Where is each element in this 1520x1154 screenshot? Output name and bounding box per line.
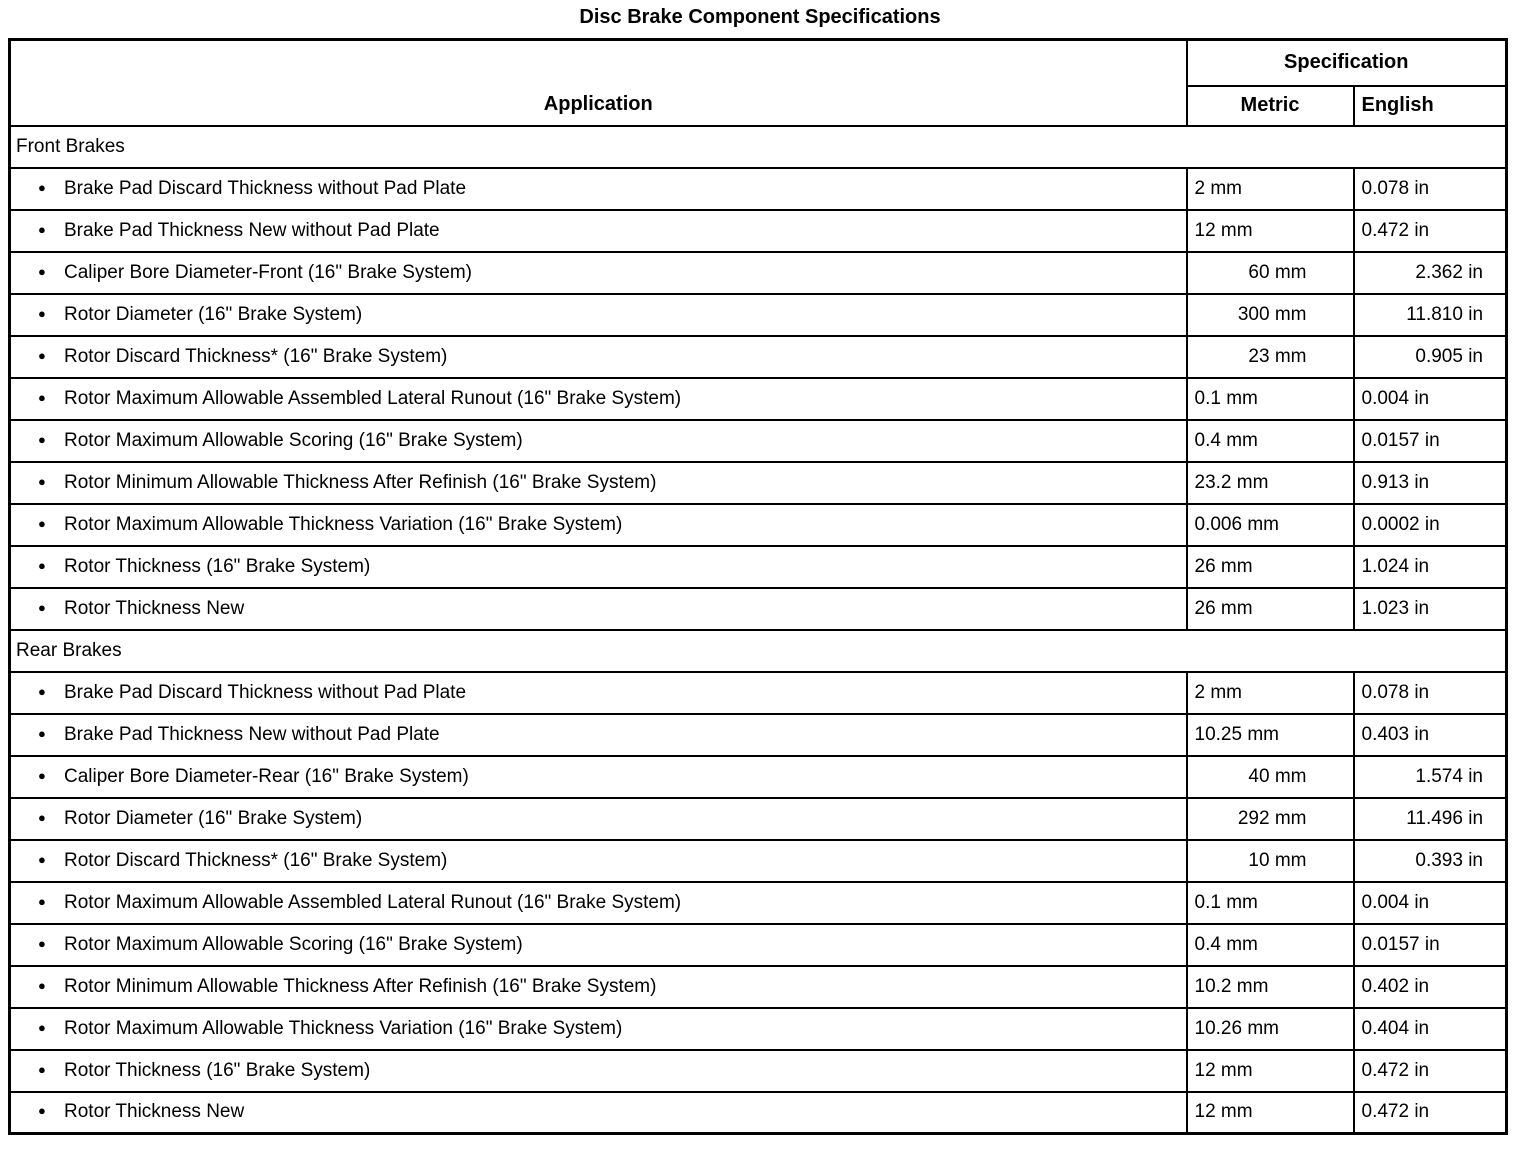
section-label: Rear Brakes (10, 630, 1507, 672)
english-value: 0.0157 in (1354, 924, 1507, 966)
header-row-specification (10, 40, 1507, 86)
table-row (10, 252, 1507, 294)
metric-value: 2 mm (1187, 672, 1354, 714)
metric-value: 0.4 mm (1187, 420, 1354, 462)
metric-value: 12 mm (1187, 210, 1354, 252)
application-label: Brake Pad Discard Thickness without Pad Plate (64, 177, 467, 199)
english-value: 1.574 in (1354, 756, 1507, 798)
application-cell (10, 672, 1187, 714)
application-label: Rotor Diameter (16" Brake System) (64, 303, 363, 325)
table-row (10, 336, 1507, 378)
application-cell (10, 210, 1187, 252)
table-row (10, 882, 1507, 924)
application-label: Rotor Thickness New (64, 1101, 245, 1123)
section-row (10, 126, 1507, 168)
application-label: Rotor Minimum Allowable Thickness After Refinish (16" Brake System) (64, 975, 657, 997)
bullet-icon: ● (38, 263, 46, 279)
bullet-icon: ● (38, 1103, 46, 1119)
metric-value: 2 mm (1187, 168, 1354, 210)
english-value: 0.004 in (1354, 882, 1507, 924)
table-row (10, 672, 1507, 714)
metric-value: 10.2 mm (1187, 966, 1354, 1008)
bullet-icon: ● (38, 893, 46, 909)
application-label: Brake Pad Thickness New without Pad Plate (64, 723, 440, 745)
english-value: 0.078 in (1354, 672, 1507, 714)
bullet-icon: ● (38, 557, 46, 573)
english-value: 0.403 in (1354, 714, 1507, 756)
application-cell (10, 504, 1187, 546)
application-label: Rotor Thickness New (64, 597, 245, 619)
bullet-icon: ● (38, 305, 46, 321)
table-row (10, 168, 1507, 210)
bullet-icon: ● (38, 935, 46, 951)
application-cell (10, 924, 1187, 966)
table-row (10, 546, 1507, 588)
application-label: Rotor Diameter (16" Brake System) (64, 807, 363, 829)
application-cell (10, 294, 1187, 336)
english-value: 11.496 in (1354, 798, 1507, 840)
application-label: Rotor Maximum Allowable Scoring (16" Brake System) (64, 429, 523, 451)
bullet-icon: ● (38, 515, 46, 531)
metric-value: 12 mm (1187, 1092, 1354, 1134)
table-row (10, 756, 1507, 798)
table-row (10, 714, 1507, 756)
metric-value: 10.25 mm (1187, 714, 1354, 756)
english-value: 1.023 in (1354, 588, 1507, 630)
application-cell (10, 462, 1187, 504)
application-cell (10, 336, 1187, 378)
metric-value: 10.26 mm (1187, 1008, 1354, 1050)
english-value: 2.362 in (1354, 252, 1507, 294)
bullet-icon: ● (38, 683, 46, 699)
page-title: Disc Brake Component Specifications (579, 6, 941, 28)
application-cell (10, 378, 1187, 420)
metric-value: 300 mm (1187, 294, 1354, 336)
bullet-icon: ● (38, 977, 46, 993)
english-value: 11.810 in (1354, 294, 1507, 336)
table-row (10, 1008, 1507, 1050)
english-value: 0.404 in (1354, 1008, 1507, 1050)
bullet-icon: ● (38, 767, 46, 783)
application-cell (10, 588, 1187, 630)
application-label: Caliper Bore Diameter-Rear (16" Brake System) (64, 765, 469, 787)
table-row (10, 378, 1507, 420)
metric-value: 292 mm (1187, 798, 1354, 840)
bullet-icon: ● (38, 221, 46, 237)
application-label: Rotor Minimum Allowable Thickness After Refinish (16" Brake System) (64, 471, 657, 493)
application-cell (10, 756, 1187, 798)
application-cell (10, 798, 1187, 840)
metric-value: 23 mm (1187, 336, 1354, 378)
bullet-icon: ● (38, 725, 46, 741)
application-cell (10, 714, 1187, 756)
table-row (10, 798, 1507, 840)
application-cell (10, 252, 1187, 294)
metric-value: 10 mm (1187, 840, 1354, 882)
application-label: Rotor Discard Thickness* (16" Brake System) (64, 345, 448, 367)
table-row (10, 588, 1507, 630)
application-label: Rotor Maximum Allowable Assembled Lateral Runout (16" Brake System) (64, 891, 682, 913)
metric-value: 12 mm (1187, 1050, 1354, 1092)
application-label: Rotor Maximum Allowable Thickness Variation (16" Brake System) (64, 513, 623, 535)
english-value: 0.004 in (1354, 378, 1507, 420)
application-cell (10, 1092, 1187, 1134)
english-value: 0.402 in (1354, 966, 1507, 1008)
english-value: 0.472 in (1354, 1050, 1507, 1092)
application-label: Rotor Maximum Allowable Thickness Variation (16" Brake System) (64, 1017, 623, 1039)
metric-value: 26 mm (1187, 546, 1354, 588)
spec-table-head (10, 40, 1507, 126)
table-row (10, 504, 1507, 546)
application-cell (10, 1050, 1187, 1092)
metric-value: 23.2 mm (1187, 462, 1354, 504)
english-value: 0.472 in (1354, 210, 1507, 252)
metric-value: 0.006 mm (1187, 504, 1354, 546)
metric-value: 26 mm (1187, 588, 1354, 630)
application-cell (10, 420, 1187, 462)
application-label: Rotor Discard Thickness* (16" Brake System) (64, 849, 448, 871)
metric-value: 0.1 mm (1187, 378, 1354, 420)
metric-value: 0.1 mm (1187, 882, 1354, 924)
bullet-icon: ● (38, 473, 46, 489)
application-label: Brake Pad Discard Thickness without Pad Plate (64, 681, 467, 703)
spec-table-body (10, 126, 1507, 1134)
table-row (10, 840, 1507, 882)
application-label: Rotor Maximum Allowable Scoring (16" Brake System) (64, 933, 523, 955)
application-cell (10, 546, 1187, 588)
table-row (10, 1050, 1507, 1092)
application-cell (10, 168, 1187, 210)
bullet-icon: ● (38, 851, 46, 867)
english-value: 0.078 in (1354, 168, 1507, 210)
application-cell (10, 882, 1187, 924)
column-header-english: English (1354, 86, 1507, 126)
english-value: 0.905 in (1354, 336, 1507, 378)
table-row (10, 924, 1507, 966)
bullet-icon: ● (38, 179, 46, 195)
english-value: 0.913 in (1354, 462, 1507, 504)
spec-table (8, 38, 1508, 1135)
bullet-icon: ● (38, 599, 46, 615)
application-label: Rotor Maximum Allowable Assembled Lateral Runout (16" Brake System) (64, 387, 682, 409)
table-row (10, 462, 1507, 504)
column-header-application: Application (10, 40, 1187, 126)
table-row (10, 210, 1507, 252)
metric-value: 0.4 mm (1187, 924, 1354, 966)
english-value: 0.0002 in (1354, 504, 1507, 546)
application-label: Rotor Thickness (16" Brake System) (64, 555, 371, 577)
english-value: 0.472 in (1354, 1092, 1507, 1134)
application-label: Caliper Bore Diameter-Front (16" Brake System) (64, 261, 472, 283)
application-label: Rotor Thickness (16" Brake System) (64, 1059, 371, 1081)
application-cell (10, 840, 1187, 882)
bullet-icon: ● (38, 809, 46, 825)
bullet-icon: ● (38, 1061, 46, 1077)
bullet-icon: ● (38, 347, 46, 363)
table-row (10, 966, 1507, 1008)
metric-value: 40 mm (1187, 756, 1354, 798)
bullet-icon: ● (38, 389, 46, 405)
english-value: 0.393 in (1354, 840, 1507, 882)
section-row (10, 630, 1507, 672)
metric-value: 60 mm (1187, 252, 1354, 294)
bullet-icon: ● (38, 1019, 46, 1035)
application-cell (10, 966, 1187, 1008)
application-cell (10, 1008, 1187, 1050)
table-row (10, 1092, 1507, 1134)
table-row (10, 294, 1507, 336)
application-label: Brake Pad Thickness New without Pad Plate (64, 219, 440, 241)
english-value: 0.0157 in (1354, 420, 1507, 462)
section-label: Front Brakes (10, 126, 1507, 168)
column-header-specification: Specification (1187, 40, 1507, 86)
english-value: 1.024 in (1354, 546, 1507, 588)
column-header-metric: Metric (1187, 86, 1354, 126)
table-row (10, 420, 1507, 462)
bullet-icon: ● (38, 431, 46, 447)
